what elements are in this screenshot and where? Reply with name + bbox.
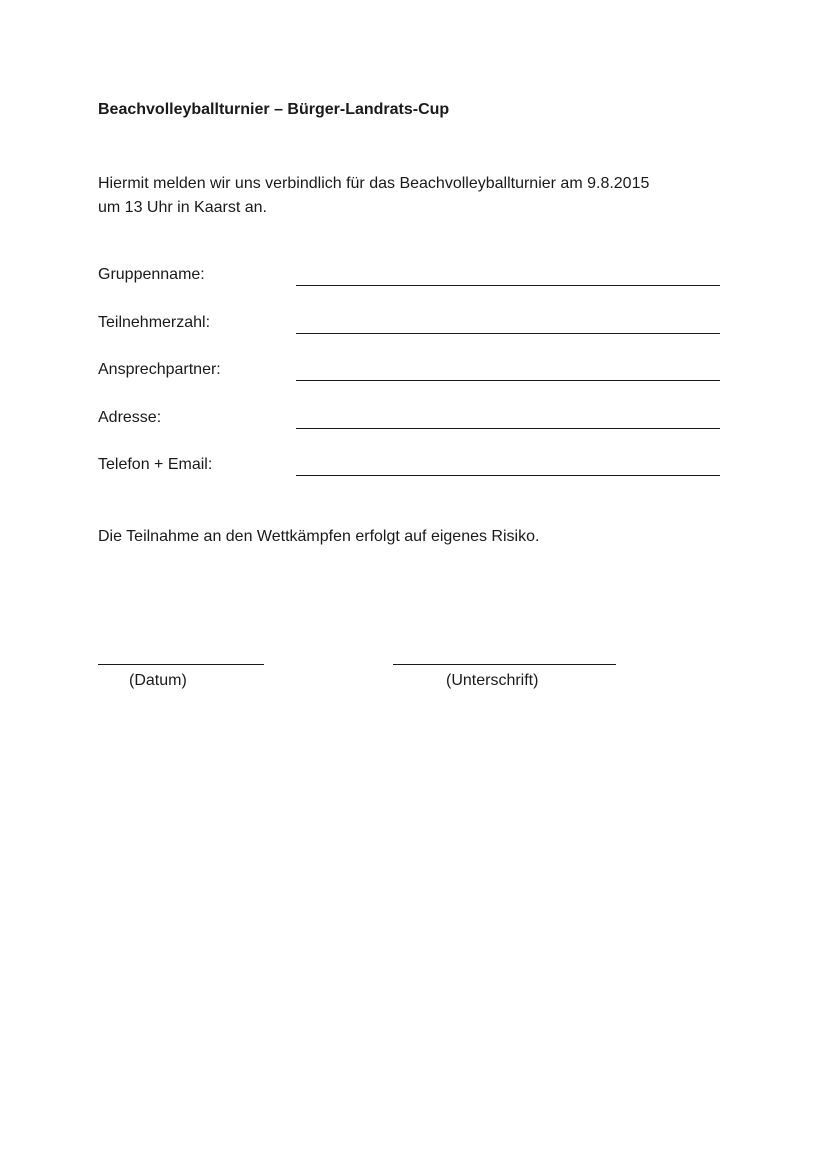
risk-notice: Die Teilnahme an den Wettkämpfen erfolgt auf eigenes Risiko. — [98, 528, 540, 545]
gruppenname-blank-line[interactable] — [296, 285, 720, 286]
teilnehmerzahl-blank-line[interactable] — [296, 333, 720, 334]
intro-line-1: Hiermit melden wir uns verbindlich für das Beachvolleyballturnier am 9.8.2015 — [98, 175, 650, 192]
date-label: (Datum) — [129, 672, 187, 689]
field-label: Adresse: — [98, 409, 162, 426]
field-label: Gruppenname: — [98, 266, 205, 283]
intro-paragraph — [98, 172, 738, 220]
field-label: Telefon + Email: — [98, 456, 213, 473]
field-row-teilnehmerzahl — [98, 314, 722, 338]
field-row-gruppenname — [98, 266, 722, 290]
telefon-email-blank-line[interactable] — [296, 475, 720, 476]
field-label: Ansprechpartner: — [98, 361, 221, 378]
field-label: Teilnehmerzahl: — [98, 314, 211, 331]
field-row-adresse — [98, 409, 722, 433]
intro-line-2: um 13 Uhr in Kaarst an. — [98, 199, 267, 216]
document-title: Beachvolleyballturnier – Bürger-Landrats-Cup — [98, 101, 450, 118]
ansprechpartner-blank-line[interactable] — [296, 380, 720, 381]
field-row-telefon-email — [98, 456, 722, 480]
signature-label: (Unterschrift) — [446, 672, 539, 689]
signature-blank-line[interactable] — [393, 664, 616, 665]
adresse-blank-line[interactable] — [296, 428, 720, 429]
date-blank-line[interactable] — [98, 664, 264, 665]
field-row-ansprechpartner — [98, 361, 722, 385]
